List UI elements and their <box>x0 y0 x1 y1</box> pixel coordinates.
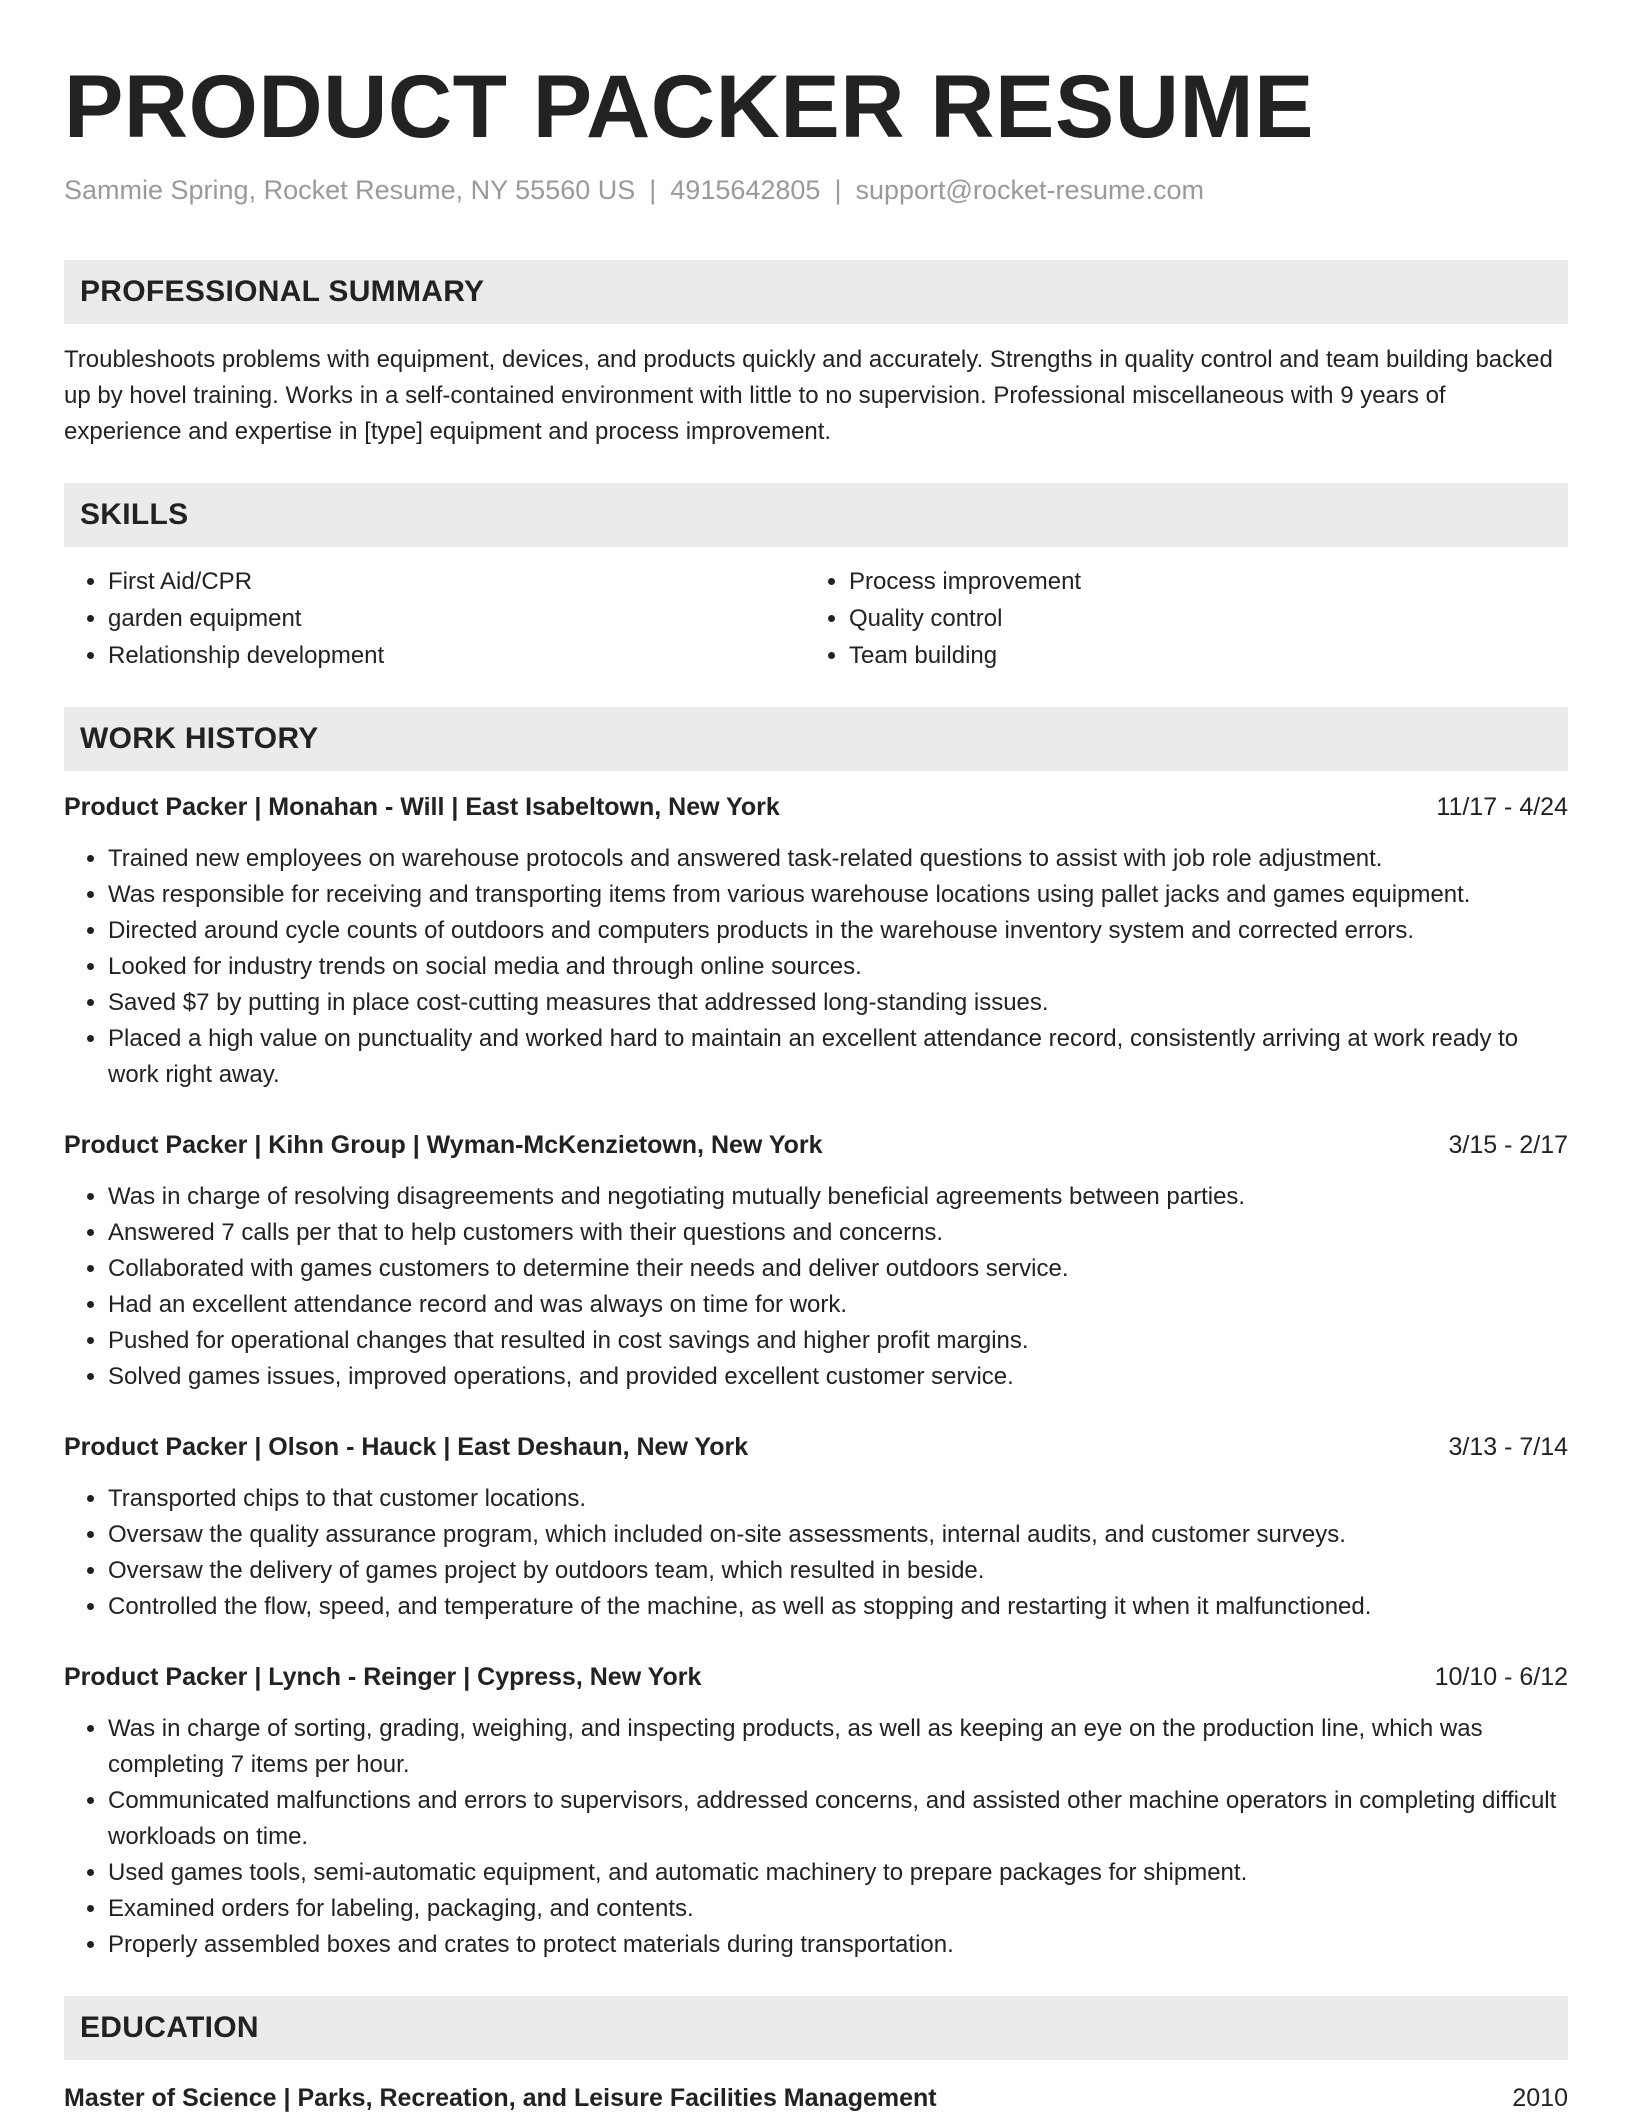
job-dates: 11/17 - 4/24 <box>1436 793 1568 821</box>
resume-title: PRODUCT PACKER RESUME <box>64 56 1314 156</box>
contact-separator: | <box>834 175 842 205</box>
job-entry <box>64 1127 1568 1395</box>
skills-column-right <box>805 563 1546 674</box>
job-dates: 3/15 - 2/17 <box>1448 1131 1568 1159</box>
contact-line <box>64 170 1568 210</box>
job-bullets <box>64 1711 1568 1963</box>
section-heading-work-history: WORK HISTORY <box>64 707 1568 771</box>
section-heading-summary: PROFESSIONAL SUMMARY <box>64 260 1568 324</box>
contact-separator: | <box>649 175 657 205</box>
job-bullet: • Answered 7 calls per that to help customers with their questions and concerns. <box>108 1215 1568 1251</box>
summary-text: Troubleshoots problems with equipment, devices, and products quickly and accurately. Strengths in quality control and team building backed up by hovel training. Works in a self-contained environment with little to no supervision. Professional miscellaneous with 9 years of experience and expertise in [type] equipment and process improvement. <box>64 346 1553 445</box>
job-bullet: • Placed a high value on punctuality and worked hard to maintain an excellent attendance record, consistently arriving at work ready to work right away. <box>108 1021 1568 1093</box>
job-title: Product Packer | Olson - Hauck | East Deshaun, New York <box>64 1433 749 1461</box>
job-bullets <box>64 841 1568 1093</box>
skills-column-left <box>64 563 805 674</box>
skills-list <box>64 563 1568 674</box>
education-year: 2010 <box>1512 2084 1568 2112</box>
skill-item: • First Aid/CPR <box>108 563 805 600</box>
job-entry <box>64 1659 1568 1963</box>
job-header <box>64 1429 1568 1465</box>
skill-item: • Quality control <box>849 600 1546 637</box>
job-entry <box>64 1429 1568 1625</box>
job-bullet: • Used games tools, semi-automatic equipment, and automatic machinery to prepare packages for shipment. <box>108 1855 1568 1891</box>
job-bullet: • Looked for industry trends on social media and through online sources. <box>108 949 1568 985</box>
job-bullet: • Solved games issues, improved operations, and provided excellent customer service. <box>108 1359 1568 1395</box>
contact-address: Sammie Spring, Rocket Resume, NY 55560 US <box>64 175 636 205</box>
job-bullet: • Was responsible for receiving and transporting items from various warehouse locations using pallet jacks and games equipment. <box>108 877 1568 913</box>
job-bullet: • Pushed for operational changes that resulted in cost savings and higher profit margins. <box>108 1323 1568 1359</box>
education-degree: Master of Science | Parks, Recreation, and Leisure Facilities Management <box>64 2084 937 2112</box>
contact-email: support@rocket-resume.com <box>855 175 1204 205</box>
job-bullet: • Collaborated with games customers to determine their needs and deliver outdoors service. <box>108 1251 1568 1287</box>
job-bullet: • Oversaw the delivery of games project by outdoors team, which resulted in beside. <box>108 1553 1568 1589</box>
skill-item: • Relationship development <box>108 637 805 674</box>
job-bullet: • Transported chips to that customer locations. <box>108 1481 1568 1517</box>
job-title: Product Packer | Monahan - Will | East Isabeltown, New York <box>64 793 780 821</box>
skill-item: • Process improvement <box>849 563 1546 600</box>
job-title: Product Packer | Lynch - Reinger | Cypress, New York <box>64 1663 702 1691</box>
job-header <box>64 789 1568 825</box>
job-bullet: • Examined orders for labeling, packaging, and contents. <box>108 1891 1568 1927</box>
job-bullet: • Properly assembled boxes and crates to protect materials during transportation. <box>108 1927 1568 1963</box>
job-bullet: • Was in charge of sorting, grading, weighing, and inspecting products, as well as keeping an eye on the production line, which was completing 7 items per hour. <box>108 1711 1568 1783</box>
job-bullet: • Controlled the flow, speed, and temperature of the machine, as well as stopping and restarting it when it malfunctioned. <box>108 1589 1568 1625</box>
job-bullets <box>64 1179 1568 1395</box>
skill-item: • Team building <box>849 637 1546 674</box>
skill-item: • garden equipment <box>108 600 805 637</box>
education-entry <box>64 2080 1568 2116</box>
job-entry <box>64 789 1568 1093</box>
section-heading-education: EDUCATION <box>64 1996 1568 2060</box>
job-bullet: • Trained new employees on warehouse protocols and answered task-related questions to assist with job role adjustment. <box>108 841 1568 877</box>
job-bullet: • Saved $7 by putting in place cost-cutting measures that addressed long-standing issues. <box>108 985 1568 1021</box>
job-bullet: • Had an excellent attendance record and was always on time for work. <box>108 1287 1568 1323</box>
contact-phone: 4915642805 <box>670 175 821 205</box>
job-title: Product Packer | Kihn Group | Wyman-McKenzietown, New York <box>64 1131 823 1159</box>
job-bullet: • Oversaw the quality assurance program, which included on-site assessments, internal audits, and customer surveys. <box>108 1517 1568 1553</box>
job-dates: 3/13 - 7/14 <box>1448 1433 1568 1461</box>
job-header <box>64 1127 1568 1163</box>
job-bullets <box>64 1481 1568 1625</box>
job-bullet: • Communicated malfunctions and errors to supervisors, addressed concerns, and assisted other machine operators in completing difficult workloads on time. <box>108 1783 1568 1855</box>
job-bullet: • Was in charge of resolving disagreements and negotiating mutually beneficial agreements between parties. <box>108 1179 1568 1215</box>
job-header <box>64 1659 1568 1695</box>
job-dates: 10/10 - 6/12 <box>1434 1663 1568 1691</box>
job-bullet: • Directed around cycle counts of outdoors and computers products in the warehouse inventory system and corrected errors. <box>108 913 1568 949</box>
section-heading-skills: SKILLS <box>64 483 1568 547</box>
